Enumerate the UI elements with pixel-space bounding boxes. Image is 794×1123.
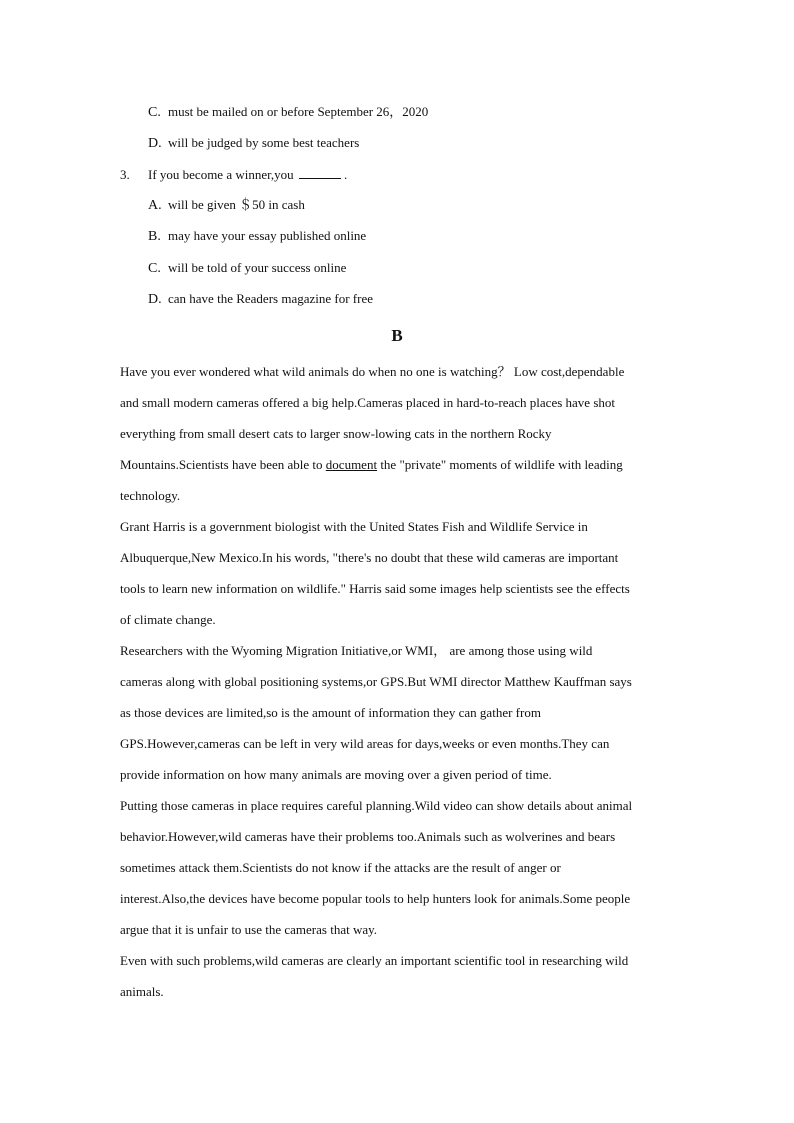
option-letter: D. bbox=[148, 136, 162, 151]
passage-line: Grant Harris is a government biologist with the United States Fish and Wildlife Service in bbox=[120, 519, 588, 534]
passage-line: as those devices are limited,so is the amount of information they can gather from bbox=[120, 705, 541, 720]
passage-line: and small modern cameras offered a big help.Cameras placed in hard-to-reach places have shot bbox=[120, 395, 615, 410]
passage-line: interest.Also,the devices have become popular tools to help hunters look for animals.Some people bbox=[120, 891, 631, 906]
passage-text: the "private" moments of wildlife with leading bbox=[377, 457, 623, 472]
underlined-word: document bbox=[325, 457, 378, 472]
passage-line: Albuquerque,New Mexico.In his words, "there's no doubt that these wild cameras are important bbox=[120, 550, 619, 565]
passage-line: Even with such problems,wild cameras are clearly an important scientific tool in researching wild bbox=[120, 953, 629, 968]
option-text: must be mailed on or before September 26，2020 bbox=[168, 104, 429, 119]
passage-line: argue that it is unfair to use the cameras that way. bbox=[120, 922, 378, 937]
option-c[interactable] bbox=[148, 260, 346, 277]
option-b[interactable] bbox=[148, 228, 366, 245]
question-number: 3. bbox=[120, 167, 130, 182]
option-letter: A. bbox=[148, 198, 162, 213]
passage-line: of climate change. bbox=[120, 612, 216, 627]
option-letter: C. bbox=[148, 105, 161, 120]
option-text: may have your essay published online bbox=[168, 228, 367, 243]
section-heading: B bbox=[391, 326, 403, 345]
question-3-stem bbox=[120, 167, 347, 183]
option-letter: D. bbox=[148, 292, 162, 307]
passage-line: sometimes attack them.Scientists do not know if the attacks are the result of anger or bbox=[120, 860, 561, 875]
option-text: can have the Readers magazine for free bbox=[168, 291, 373, 306]
reading-passage bbox=[120, 361, 680, 1012]
option-text: will be given ＄50 in cash bbox=[168, 197, 305, 212]
option-text: will be judged by some best teachers bbox=[168, 135, 360, 150]
option-letter: B. bbox=[148, 229, 161, 244]
passage-text: Mountains.Scientists have been able to bbox=[120, 457, 326, 472]
option-text: will be told of your success online bbox=[168, 260, 347, 275]
passage-line: Have you ever wondered what wild animals do when no one is watching？ Low cost,dependable bbox=[120, 364, 625, 379]
option-letter: C. bbox=[148, 261, 161, 276]
passage-line: tools to learn new information on wildlife." Harris said some images help scientists see the effects bbox=[120, 581, 630, 596]
passage-line bbox=[120, 454, 680, 485]
option-c-prev[interactable] bbox=[148, 104, 428, 121]
passage-line: Putting those cameras in place requires careful planning.Wild video can show details about animal bbox=[120, 798, 633, 813]
passage-line: everything from small desert cats to larger snow-lowing cats in the northern Rocky bbox=[120, 426, 552, 441]
option-d-prev[interactable] bbox=[148, 135, 359, 152]
question-stem-after: . bbox=[343, 167, 348, 182]
answer-blank[interactable] bbox=[299, 167, 341, 179]
passage-line: technology. bbox=[120, 488, 181, 503]
option-d[interactable] bbox=[148, 291, 373, 308]
passage-line: cameras along with global positioning systems,or GPS.But WMI director Matthew Kauffman says bbox=[120, 674, 632, 689]
passage-line: GPS.However,cameras can be left in very wild areas for days,weeks or even months.They can bbox=[120, 736, 610, 751]
passage-line: animals. bbox=[120, 984, 164, 999]
option-a[interactable] bbox=[148, 197, 305, 214]
passage-line: provide information on how many animals are moving over a given period of time. bbox=[120, 767, 552, 782]
passage-line: behavior.However,wild cameras have their problems too.Animals such as wolverines and bears bbox=[120, 829, 616, 844]
question-stem-before: If you become a winner,you bbox=[148, 167, 294, 182]
passage-line: Researchers with the Wyoming Migration Initiative,or WMI， are among those using wild bbox=[120, 643, 593, 658]
